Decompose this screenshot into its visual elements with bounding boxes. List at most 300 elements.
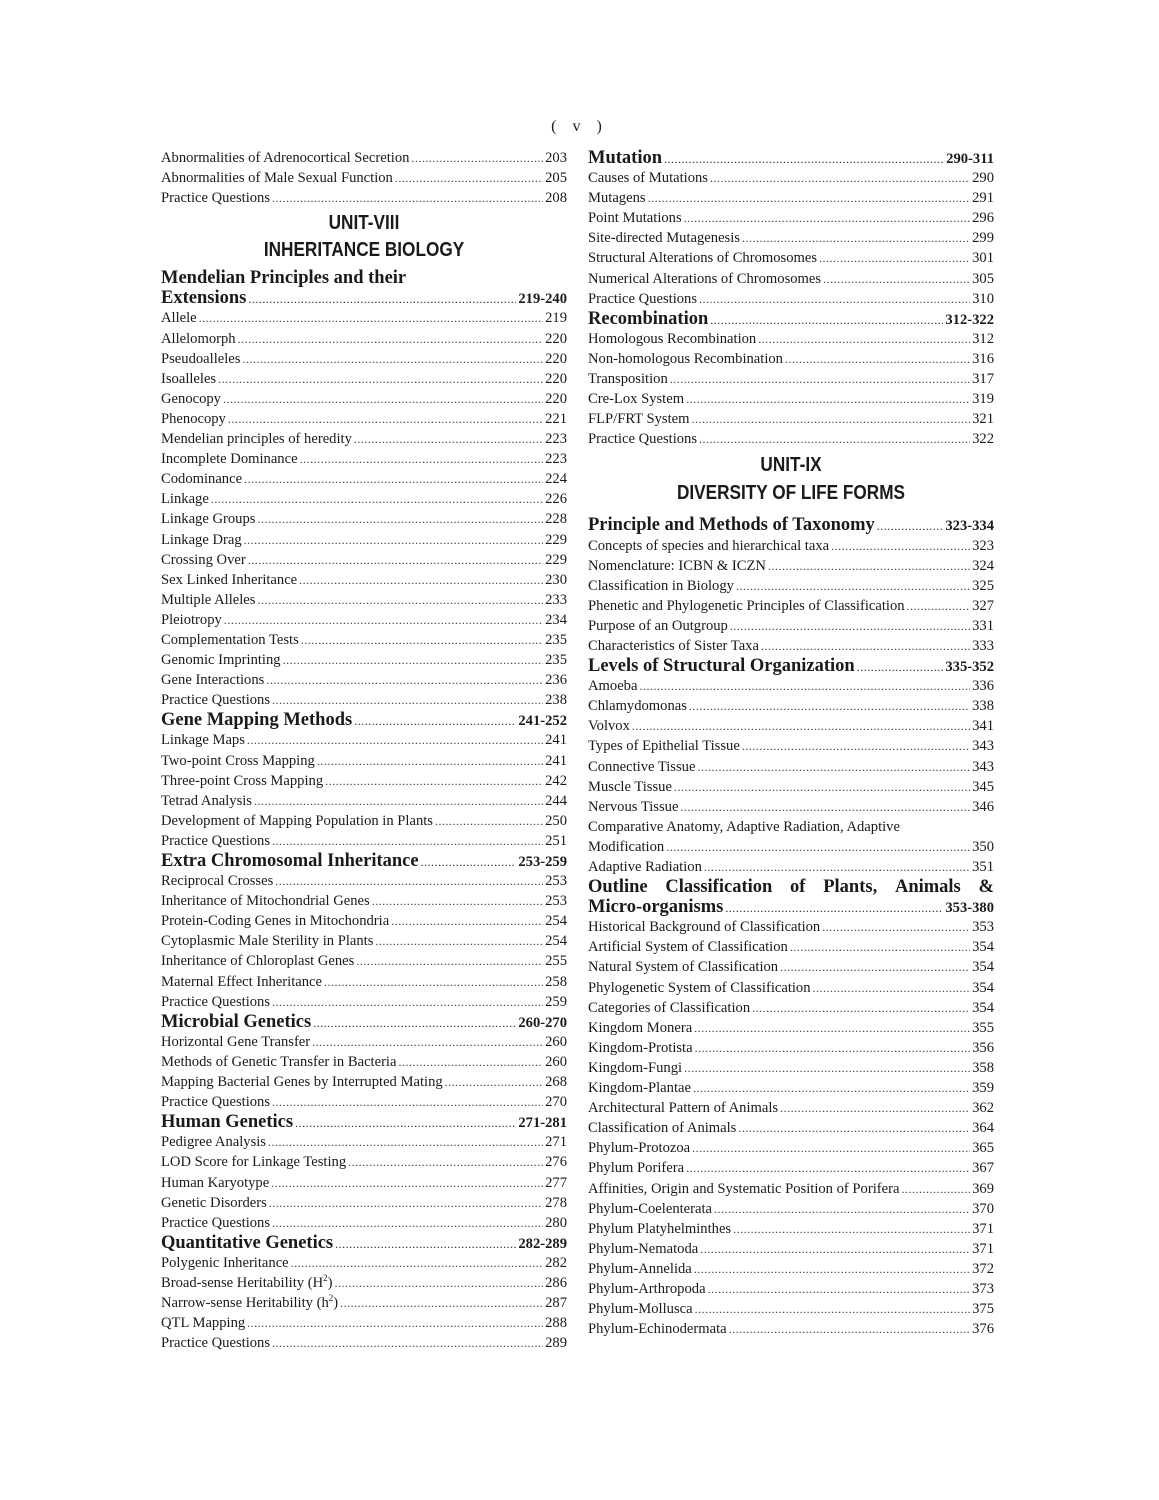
toc-entry-polygenic-inheritance[interactable]	[161, 1253, 567, 1273]
entry-page: 375	[972, 1301, 994, 1318]
entry-title-text: Nervous Tissue	[588, 798, 679, 815]
entry-page: 346	[972, 798, 994, 815]
toc-entry-narrow-sense-heritability-h[interactable]	[161, 1293, 567, 1313]
entry-title	[588, 1018, 692, 1038]
toc-entry-broad-sense-heritability-h[interactable]	[161, 1273, 567, 1293]
toc-entry-artificial-system-of-classification[interactable]	[588, 937, 994, 957]
entry-title-text: Linkage Maps	[161, 732, 245, 749]
toc-right-column	[588, 148, 994, 1339]
entry-title-text: Affinities, Origin and Systematic Position of Porifera	[588, 1180, 900, 1197]
toc-entry-flp-frt-system[interactable]	[588, 409, 994, 429]
section-microbial-genetics	[161, 1012, 567, 1112]
entry-title-text: Phylum-Annelida	[588, 1260, 692, 1277]
entry-title	[588, 596, 905, 616]
toc-entry-nervous-tissue[interactable]	[588, 797, 994, 817]
toc-entry-two-point-cross-mapping[interactable]	[161, 751, 567, 771]
entry-title	[588, 409, 689, 429]
entry-title	[161, 530, 242, 550]
entry-title-text: Kingdom-Fungi	[588, 1059, 683, 1076]
toc-entry-concepts-of-species-and-hierarchical-taxa[interactable]	[588, 536, 994, 556]
entry-title	[161, 329, 236, 349]
toc-entry-pseudoalleles[interactable]	[161, 349, 567, 369]
leader-dots	[704, 857, 970, 877]
entry-title	[588, 1038, 693, 1058]
entry-title-suffix: )	[327, 1274, 333, 1291]
entry-page: 233	[545, 591, 567, 608]
toc-entry-mapping-bacterial-genes-by-interrupted-mating[interactable]	[161, 1072, 567, 1092]
toc-entry-maternal-effect-inheritance[interactable]	[161, 972, 567, 992]
mendelian-entries	[161, 308, 567, 710]
entry-title	[161, 730, 245, 750]
toc-entry-mendelian-principles-of-heredity[interactable]	[161, 429, 567, 449]
entry-title	[161, 349, 240, 369]
toc-entry-adaptive-radiation[interactable]	[588, 857, 994, 877]
toc-entry-phylum-arthropoda[interactable]	[588, 1279, 994, 1299]
toc-entry-modification[interactable]	[588, 837, 994, 857]
toc-entry-phylum-mollusca[interactable]	[588, 1299, 994, 1319]
leader-dots	[686, 389, 970, 409]
toc-entry-amoeba[interactable]	[588, 676, 994, 696]
entry-page: 255	[545, 953, 567, 970]
entry-title	[161, 891, 370, 911]
toc-entry-homologous-recombination[interactable]	[588, 329, 994, 349]
entry-title-text: Phenocopy	[161, 410, 226, 427]
toc-entry-types-of-epithelial-tissue[interactable]	[588, 736, 994, 756]
section-heading-human-genetics[interactable]	[161, 1112, 567, 1132]
leader-dots	[291, 1253, 543, 1273]
entry-title	[161, 771, 323, 791]
leader-dots	[684, 208, 970, 228]
entry-page: 288	[545, 1315, 567, 1332]
entry-title-text: Development of Mapping Population in Plants	[161, 812, 433, 829]
toc-entry-phylum-protozoa[interactable]	[588, 1138, 994, 1158]
entry-title-text: Tetrad Analysis	[161, 792, 252, 809]
entry-page: 276	[545, 1154, 567, 1171]
toc-entry-phylum-nematoda[interactable]	[588, 1239, 994, 1259]
entry-title-text: Concepts of species and hierarchical taxa	[588, 537, 830, 554]
section-heading-extra-chromosomal-inheritance[interactable]	[161, 851, 567, 871]
entry-page: 305	[972, 270, 994, 287]
toc-entry-phenetic-and-phylogenetic-principles-of-classification[interactable]	[588, 596, 994, 616]
entry-page: 221	[545, 410, 567, 427]
leader-dots	[822, 917, 970, 937]
toc-entry-practice-questions[interactable]	[161, 690, 567, 710]
entry-title-text: Phylum-Mollusca	[588, 1301, 693, 1318]
entry-page: 278	[545, 1194, 567, 1211]
toc-entry-practice-questions[interactable]	[161, 188, 567, 208]
entry-title: Modification	[588, 838, 665, 855]
section-pages: 241-252	[518, 713, 567, 730]
leader-dots	[354, 429, 543, 449]
entry-title	[588, 576, 734, 596]
toc-entry-isoalleles[interactable]	[161, 369, 567, 389]
toc-entry-horizontal-gene-transfer[interactable]	[161, 1032, 567, 1052]
entry-title-text: Maternal Effect Inheritance	[161, 973, 322, 990]
entry-page: 235	[545, 631, 567, 648]
toc-entry-gene-interactions[interactable]	[161, 670, 567, 690]
toc-entry-phylogenetic-system-of-classification[interactable]	[588, 978, 994, 998]
section-heading-gene-mapping-methods[interactable]	[161, 710, 567, 730]
entry-title-text: Kingdom-Plantae	[588, 1080, 691, 1097]
entry-title	[588, 429, 697, 449]
entry-page: 373	[972, 1280, 994, 1297]
entry-title	[161, 1313, 245, 1333]
entry-title-text: Phylum-Arthropoda	[588, 1280, 706, 1297]
leader-dots	[699, 429, 970, 449]
toc-entry-practice-questions[interactable]	[161, 831, 567, 851]
leader-dots	[218, 369, 543, 389]
entry-title-text: Practice Questions	[588, 290, 698, 307]
toc-entry-inheritance-of-mitochondrial-genes[interactable]	[161, 891, 567, 911]
toc-entry-cytoplasmic-male-sterility-in-plants[interactable]	[161, 931, 567, 951]
entry-title-text: Practice Questions	[161, 692, 271, 709]
toc-entry-categories-of-classification[interactable]	[588, 998, 994, 1018]
toc-entry-comparative-anatomy[interactable]: Comparative Anatomy, Adaptive Radiation, Adaptive	[588, 818, 900, 835]
toc-entry-kingdom-protista[interactable]	[588, 1038, 994, 1058]
title-word: of	[790, 877, 806, 898]
toc-entry-human-karyotype[interactable]	[161, 1173, 567, 1193]
entry-page: 254	[545, 913, 567, 930]
leader-dots	[710, 310, 943, 330]
section-heading-principle-and-methods-of-taxonomy[interactable]	[588, 515, 994, 535]
entry-title	[161, 811, 433, 831]
section-heading-levels-of-structural-organization[interactable]	[588, 656, 994, 676]
toc-entry-muscle-tissue[interactable]	[588, 777, 994, 797]
toc-entry-incomplete-dominance[interactable]	[161, 449, 567, 469]
toc-entry-chlamydomonas[interactable]	[588, 696, 994, 716]
leader-dots	[694, 1259, 970, 1279]
section-title: Mutation	[588, 148, 662, 168]
entry-title	[588, 1239, 698, 1259]
toc-entry-historical-background-of-classification[interactable]	[588, 917, 994, 937]
toc-entry-inheritance-of-chloroplast-genes[interactable]	[161, 951, 567, 971]
entry-title	[161, 951, 354, 971]
toc-entry-practice-questions[interactable]	[588, 289, 994, 309]
section-pages: 271-281	[518, 1115, 567, 1132]
entry-title	[588, 208, 682, 228]
toc-entry-allelomorph[interactable]	[161, 329, 567, 349]
toc-entry-complementation-tests[interactable]	[161, 630, 567, 650]
leader-dots	[742, 736, 970, 756]
entry-title-text: Muscle Tissue	[588, 778, 672, 795]
entry-title-text: Classification of Animals	[588, 1120, 737, 1137]
toc-entry-phylum-annelida[interactable]	[588, 1259, 994, 1279]
leader-dots	[819, 248, 970, 268]
toc-entry-linkage-drag[interactable]	[161, 530, 567, 550]
entry-title-text: Practice Questions	[161, 993, 271, 1010]
entry-page: 229	[545, 531, 567, 548]
entry-title-text: Types of Epithelial Tissue	[588, 738, 740, 755]
leader-dots	[695, 1299, 971, 1319]
leader-dots	[272, 690, 543, 710]
leader-dots	[813, 978, 971, 998]
unit-ix-title: DIVERSITY OF LIFE FORMS	[676, 482, 906, 505]
toc-entry-practice-questions[interactable]	[161, 1213, 567, 1233]
entry-page: 226	[545, 491, 567, 508]
entry-title	[161, 1293, 338, 1313]
entry-page: 220	[545, 350, 567, 367]
toc-entry-practice-questions[interactable]	[588, 429, 994, 449]
toc-entry-phylum-echinodermata[interactable]	[588, 1319, 994, 1339]
entry-title-text: Complementation Tests	[161, 631, 299, 648]
leader-dots	[300, 449, 544, 469]
entry-title-text: Volvox	[588, 718, 630, 735]
entry-title-text: Pleiotropy	[161, 611, 222, 628]
entry-page: 289	[545, 1335, 567, 1352]
entry-title	[588, 248, 817, 268]
leader-dots	[312, 1032, 543, 1052]
leader-dots	[831, 536, 970, 556]
entry-title	[161, 911, 389, 931]
leader-dots	[247, 1313, 543, 1333]
entry-title	[588, 937, 788, 957]
entry-page: 260	[545, 1033, 567, 1050]
entry-title	[161, 168, 393, 188]
entry-title-text: Protein-Coding Genes in Mitochondria	[161, 913, 390, 930]
leader-dots	[710, 168, 970, 188]
entry-title-text: Amoeba	[588, 678, 638, 695]
entry-page: 327	[972, 597, 994, 614]
toc-entry-lod-score-for-linkage-testing[interactable]	[161, 1152, 567, 1172]
entry-title-text: Three-point Cross Mapping	[161, 772, 324, 789]
section-structural-organization	[588, 656, 994, 817]
entry-title-text: Codominance	[161, 471, 243, 488]
toc-entry-causes-of-mutations[interactable]	[588, 168, 994, 188]
toc-entry-nomenclature-icbn-iczn[interactable]	[588, 556, 994, 576]
section-heading-recombination[interactable]	[588, 309, 994, 329]
leader-dots	[313, 1013, 516, 1033]
toc-entry-allele[interactable]	[161, 308, 567, 328]
toc-entry-methods-of-genetic-transfer-in-bacteria[interactable]	[161, 1052, 567, 1072]
toc-entry-qtl-mapping[interactable]	[161, 1313, 567, 1333]
toc-entry-linkage[interactable]	[161, 489, 567, 509]
entry-page: 362	[972, 1100, 994, 1117]
entry-page: 236	[545, 672, 567, 689]
leader-dots	[694, 1018, 970, 1038]
entry-page: 351	[972, 859, 994, 875]
section-pages: 353-380	[945, 900, 994, 917]
toc-entry-cre-lox-system[interactable]	[588, 389, 994, 409]
section-gene-mapping	[161, 710, 567, 851]
entry-title	[588, 917, 820, 937]
leader-dots	[334, 1273, 543, 1293]
entry-title-text: Pseudoalleles	[161, 350, 241, 367]
entry-title	[588, 676, 637, 696]
leader-dots	[730, 616, 970, 636]
entry-page: 367	[972, 1160, 994, 1177]
entry-title-text: Linkage Drag	[161, 531, 242, 548]
entry-title	[588, 289, 697, 309]
toc-entry-connective-tissue[interactable]	[588, 757, 994, 777]
entry-title-text: Allele	[161, 310, 197, 327]
entry-page: 369	[972, 1180, 994, 1197]
entry-title-text: Methods of Genetic Transfer in Bacteria	[161, 1053, 397, 1070]
toc-entry-phenocopy[interactable]	[161, 409, 567, 429]
entry-page: 372	[972, 1260, 994, 1277]
entry-title-text: Connective Tissue	[588, 758, 696, 775]
entry-page: 316	[972, 350, 994, 367]
toc-entry-kingdom-monera[interactable]	[588, 1018, 994, 1038]
entry-title	[588, 1179, 899, 1199]
toc-entry-linkage-groups[interactable]	[161, 509, 567, 529]
entry-title	[161, 690, 270, 710]
unit-ix-heading: UNIT-IX	[760, 454, 822, 477]
entry-page: 354	[972, 959, 994, 976]
toc-entry-site-directed-mutagenesis[interactable]	[588, 228, 994, 248]
toc-entry-phylum-porifera[interactable]	[588, 1158, 994, 1178]
toc-entry-characteristics-of-sister-taxa[interactable]	[588, 636, 994, 656]
entry-title-text: Kingdom-Protista	[588, 1039, 693, 1056]
leader-dots	[648, 188, 971, 208]
entry-title	[161, 389, 221, 409]
toc-entry-linkage-maps[interactable]	[161, 730, 567, 750]
leader-dots	[632, 716, 970, 736]
leader-dots	[686, 1158, 970, 1178]
section-mendelian[interactable]	[161, 288, 567, 308]
entry-title	[161, 1052, 396, 1072]
toc-entry-tetrad-analysis[interactable]	[161, 791, 567, 811]
entry-title-text: Categories of Classification	[588, 999, 751, 1016]
entry-page: 296	[972, 210, 994, 227]
toc-entry-classification-in-biology[interactable]	[588, 576, 994, 596]
entry-page: 317	[972, 371, 994, 388]
toc-entry-numerical-alterations-of-chromosomes[interactable]	[588, 269, 994, 289]
entry-title	[161, 670, 264, 690]
leader-dots	[714, 1199, 970, 1219]
leader-dots	[674, 777, 970, 797]
toc-entry-practice-questions[interactable]	[161, 1092, 567, 1112]
section-outline-classification[interactable]	[588, 897, 994, 917]
toc-entry-practice-questions[interactable]	[161, 992, 567, 1012]
toc-entry-genetic-disorders[interactable]	[161, 1193, 567, 1213]
leader-dots	[693, 1078, 970, 1098]
entry-title	[588, 1138, 690, 1158]
leader-dots	[738, 1118, 970, 1138]
entry-title	[588, 736, 740, 756]
toc-entry-codominance[interactable]	[161, 469, 567, 489]
leader-dots	[228, 409, 543, 429]
toc-entry-volvox[interactable]	[588, 716, 994, 736]
entry-title	[588, 269, 821, 289]
entry-title-text: Phylum Platyhelminthes	[588, 1220, 732, 1237]
entry-title	[588, 369, 668, 389]
toc-entry-affinities-origin-and-systematic-position-of-porifera[interactable]	[588, 1179, 994, 1199]
leader-dots	[664, 149, 944, 169]
entry-title	[588, 1199, 712, 1219]
section-heading-mutation[interactable]	[588, 148, 994, 168]
leader-dots	[266, 670, 543, 690]
entry-title	[588, 168, 708, 188]
entry-page: 370	[972, 1200, 994, 1217]
toc-entry-point-mutations[interactable]	[588, 208, 994, 228]
entry-title	[161, 1213, 270, 1233]
entry-page: 268	[545, 1074, 567, 1091]
toc-entry-crossing-over[interactable]	[161, 550, 567, 570]
toc-entry-mutagens[interactable]	[588, 188, 994, 208]
toc-entry-architectural-pattern-of-animals[interactable]	[588, 1098, 994, 1118]
entry-title-text: Practice Questions	[161, 1214, 271, 1231]
toc-entry-three-point-cross-mapping[interactable]	[161, 771, 567, 791]
entry-page: 277	[545, 1174, 567, 1191]
toc-entry-practice-questions[interactable]	[161, 1333, 567, 1353]
section-taxonomy	[588, 515, 994, 656]
entry-title-text: Human Karyotype	[161, 1174, 270, 1191]
leader-dots	[708, 1279, 971, 1299]
entry-title	[588, 696, 687, 716]
section-heading-microbial-genetics[interactable]	[161, 1012, 567, 1032]
entry-title	[588, 1279, 706, 1299]
entry-title	[161, 1333, 270, 1353]
entry-page: 338	[972, 698, 994, 715]
entry-title	[161, 972, 322, 992]
toc-entry-abnormalities-of-male-sexual-function[interactable]	[161, 168, 567, 188]
entry-title-text: Reciprocal Crosses	[161, 873, 274, 890]
toc-entry-phylum-platyhelminthes[interactable]	[588, 1219, 994, 1239]
section-title: Levels of Structural Organization	[588, 656, 855, 677]
leader-dots	[272, 1333, 543, 1353]
entry-title-text: Genomic Imprinting	[161, 652, 281, 669]
toc-entry-natural-system-of-classification[interactable]	[588, 957, 994, 977]
entry-title-suffix: )	[333, 1295, 339, 1312]
entry-page: 310	[972, 290, 994, 307]
toc-entry-sex-linked-inheritance[interactable]	[161, 570, 567, 590]
leader-dots	[242, 349, 543, 369]
entry-page: 354	[972, 979, 994, 996]
toc-entry-development-of-mapping-population-in-plants[interactable]	[161, 811, 567, 831]
entry-page: 376	[972, 1321, 994, 1338]
toc-entry-phylum-coelenterata[interactable]	[588, 1199, 994, 1219]
toc-entry-genomic-imprinting[interactable]	[161, 650, 567, 670]
leader-dots	[398, 1052, 543, 1072]
leader-dots	[758, 329, 970, 349]
entry-page: 287	[545, 1295, 567, 1312]
entry-title-text: Non-homologous Recombination	[588, 350, 783, 367]
entry-page: 371	[972, 1240, 994, 1257]
toc-entry-abnormalities-of-adrenocortical-secretion[interactable]	[161, 148, 567, 168]
entry-page: 230	[545, 571, 567, 588]
toc-entry-multiple-alleles[interactable]	[161, 590, 567, 610]
entry-title-text: Cre-Lox System	[588, 391, 685, 408]
toc-entry-kingdom-fungi[interactable]	[588, 1058, 994, 1078]
entry-page: 323	[972, 537, 994, 554]
section-heading-quantitative-genetics[interactable]	[161, 1233, 567, 1253]
unit-viii-title: INHERITANCE BIOLOGY	[263, 239, 465, 262]
toc-entry-structural-alterations-of-chromosomes[interactable]	[588, 248, 994, 268]
toc-entry-reciprocal-crosses[interactable]	[161, 871, 567, 891]
toc-entry-transposition[interactable]	[588, 369, 994, 389]
leader-dots	[736, 576, 970, 596]
section-pages: 335-352	[945, 659, 994, 676]
toc-entry-protein-coding-genes-in-mitochondria[interactable]	[161, 911, 567, 931]
entry-page: 343	[972, 738, 994, 755]
entry-title	[161, 429, 352, 449]
toc-entry-non-homologous-recombination[interactable]	[588, 349, 994, 369]
entry-title	[161, 1072, 443, 1092]
entry-page: 358	[972, 1059, 994, 1076]
toc-entry-kingdom-plantae[interactable]	[588, 1078, 994, 1098]
toc-entry-classification-of-animals[interactable]	[588, 1118, 994, 1138]
toc-entry-genocopy[interactable]	[161, 389, 567, 409]
entry-title	[161, 369, 216, 389]
toc-entry-purpose-of-an-outgroup[interactable]	[588, 616, 994, 636]
toc-entry-pedigree-analysis[interactable]	[161, 1132, 567, 1152]
entry-page: 258	[545, 973, 567, 990]
entry-title	[161, 1273, 332, 1293]
entry-page: 270	[545, 1094, 567, 1111]
entry-title-text: Allelomorph	[161, 330, 236, 347]
entry-page: 254	[545, 933, 567, 950]
toc-entry-pleiotropy[interactable]	[161, 610, 567, 630]
